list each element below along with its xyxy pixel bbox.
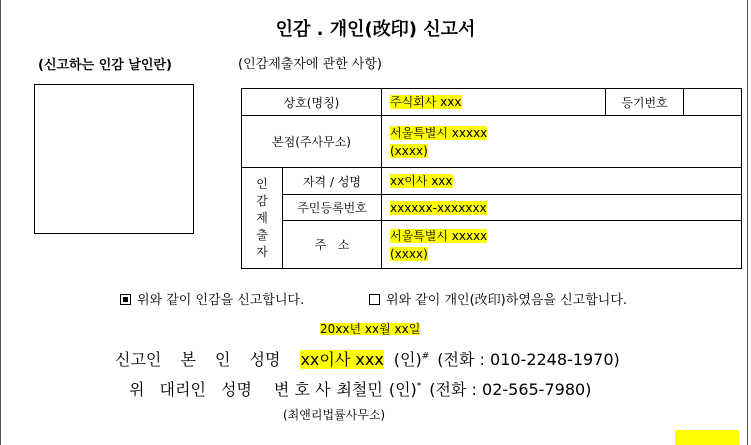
submitter-char: 감 [256, 193, 268, 208]
stamp-change-checkbox[interactable] [369, 294, 380, 305]
company-value-cell[interactable] [382, 89, 606, 116]
head-office-value-line2: (xxxx) [390, 143, 428, 158]
agent-mark: * [416, 381, 422, 392]
page-border-right [747, 0, 748, 445]
submitter-section-caption: (인감제출자에 관한 사항) [238, 57, 382, 72]
submitter-info-table [241, 88, 742, 269]
head-office-row [242, 116, 742, 168]
head-office-value-line1: 서울특별시 xxxxx [390, 125, 488, 140]
title-name-label: 자격 / 성명 [283, 168, 382, 195]
resident-number-value: xxxxxx-xxxxxxx [390, 200, 487, 215]
agent-title: 변 호 사 [273, 380, 331, 399]
agent-phone: (전화 : 02-565-7980) [429, 380, 592, 399]
stamp-impression-box[interactable] [34, 84, 194, 234]
submitter-char: 인 [256, 176, 268, 191]
title-name-row [242, 168, 742, 195]
address-value-line2: (xxxx) [390, 246, 428, 261]
top-edge-fragment [40, 0, 160, 4]
reporter-seal: (인) [393, 350, 422, 369]
reporter-phone: (전화 : 010-2248-1970) [437, 350, 620, 369]
stamp-report-checkbox[interactable] [120, 294, 131, 305]
head-office-label: 본점(주사무소) [242, 116, 382, 168]
title-name-value-cell[interactable] [382, 168, 742, 195]
reporter-mark: # [421, 351, 430, 362]
option-stamp-change [369, 294, 627, 307]
company-value: 주식회사 xxx [390, 95, 462, 109]
resident-number-row [242, 195, 742, 221]
stamp-report-label: 위와 같이 인감을 신고합니다. [137, 293, 305, 308]
resident-number-label: 주민등록번호 [283, 195, 382, 221]
submitter-char: 출 [256, 227, 268, 242]
agent-line [129, 382, 591, 398]
submitter-vertical-label [242, 168, 283, 269]
stamp-area-caption: (신고하는 인감 날인란) [38, 58, 172, 73]
resident-number-value-cell[interactable] [382, 195, 742, 221]
reporter-name: xx이사 xxx [300, 350, 384, 369]
title-name-value: xx이사 xxx [390, 174, 453, 188]
address-value-cell[interactable] [382, 221, 742, 269]
company-label: 상호(명칭) [242, 89, 382, 116]
stamp-change-label: 위와 같이 개인(改印)하였음을 신고합니다. [386, 293, 628, 308]
highlight-mark [675, 430, 739, 445]
agent-seal: (인) [388, 380, 417, 399]
agent-firm: (최앤리법률사무소) [283, 408, 386, 422]
reporter-line [115, 352, 620, 368]
address-label: 주 소 [283, 221, 382, 269]
registration-number-value[interactable] [684, 89, 742, 116]
address-row [242, 221, 742, 269]
agent-name: 최철민 [336, 380, 383, 399]
document-title: 인감 . 개인(改印) 신고서 [275, 19, 476, 40]
page-border-left [0, 0, 1, 445]
company-row [242, 89, 742, 116]
agent-label: 위 대리인 성명 [129, 380, 252, 399]
report-date: 20xx년 xx월 xx일 [320, 322, 421, 336]
submitter-char: 자 [256, 244, 268, 259]
address-value-line1: 서울특별시 xxxxx [390, 228, 488, 243]
registration-number-label: 등기번호 [606, 89, 684, 116]
reporter-label: 신고인 본 인 성명 [115, 350, 281, 369]
head-office-value-cell[interactable] [382, 116, 742, 168]
option-stamp-report [120, 294, 304, 307]
submitter-char: 제 [256, 210, 268, 225]
